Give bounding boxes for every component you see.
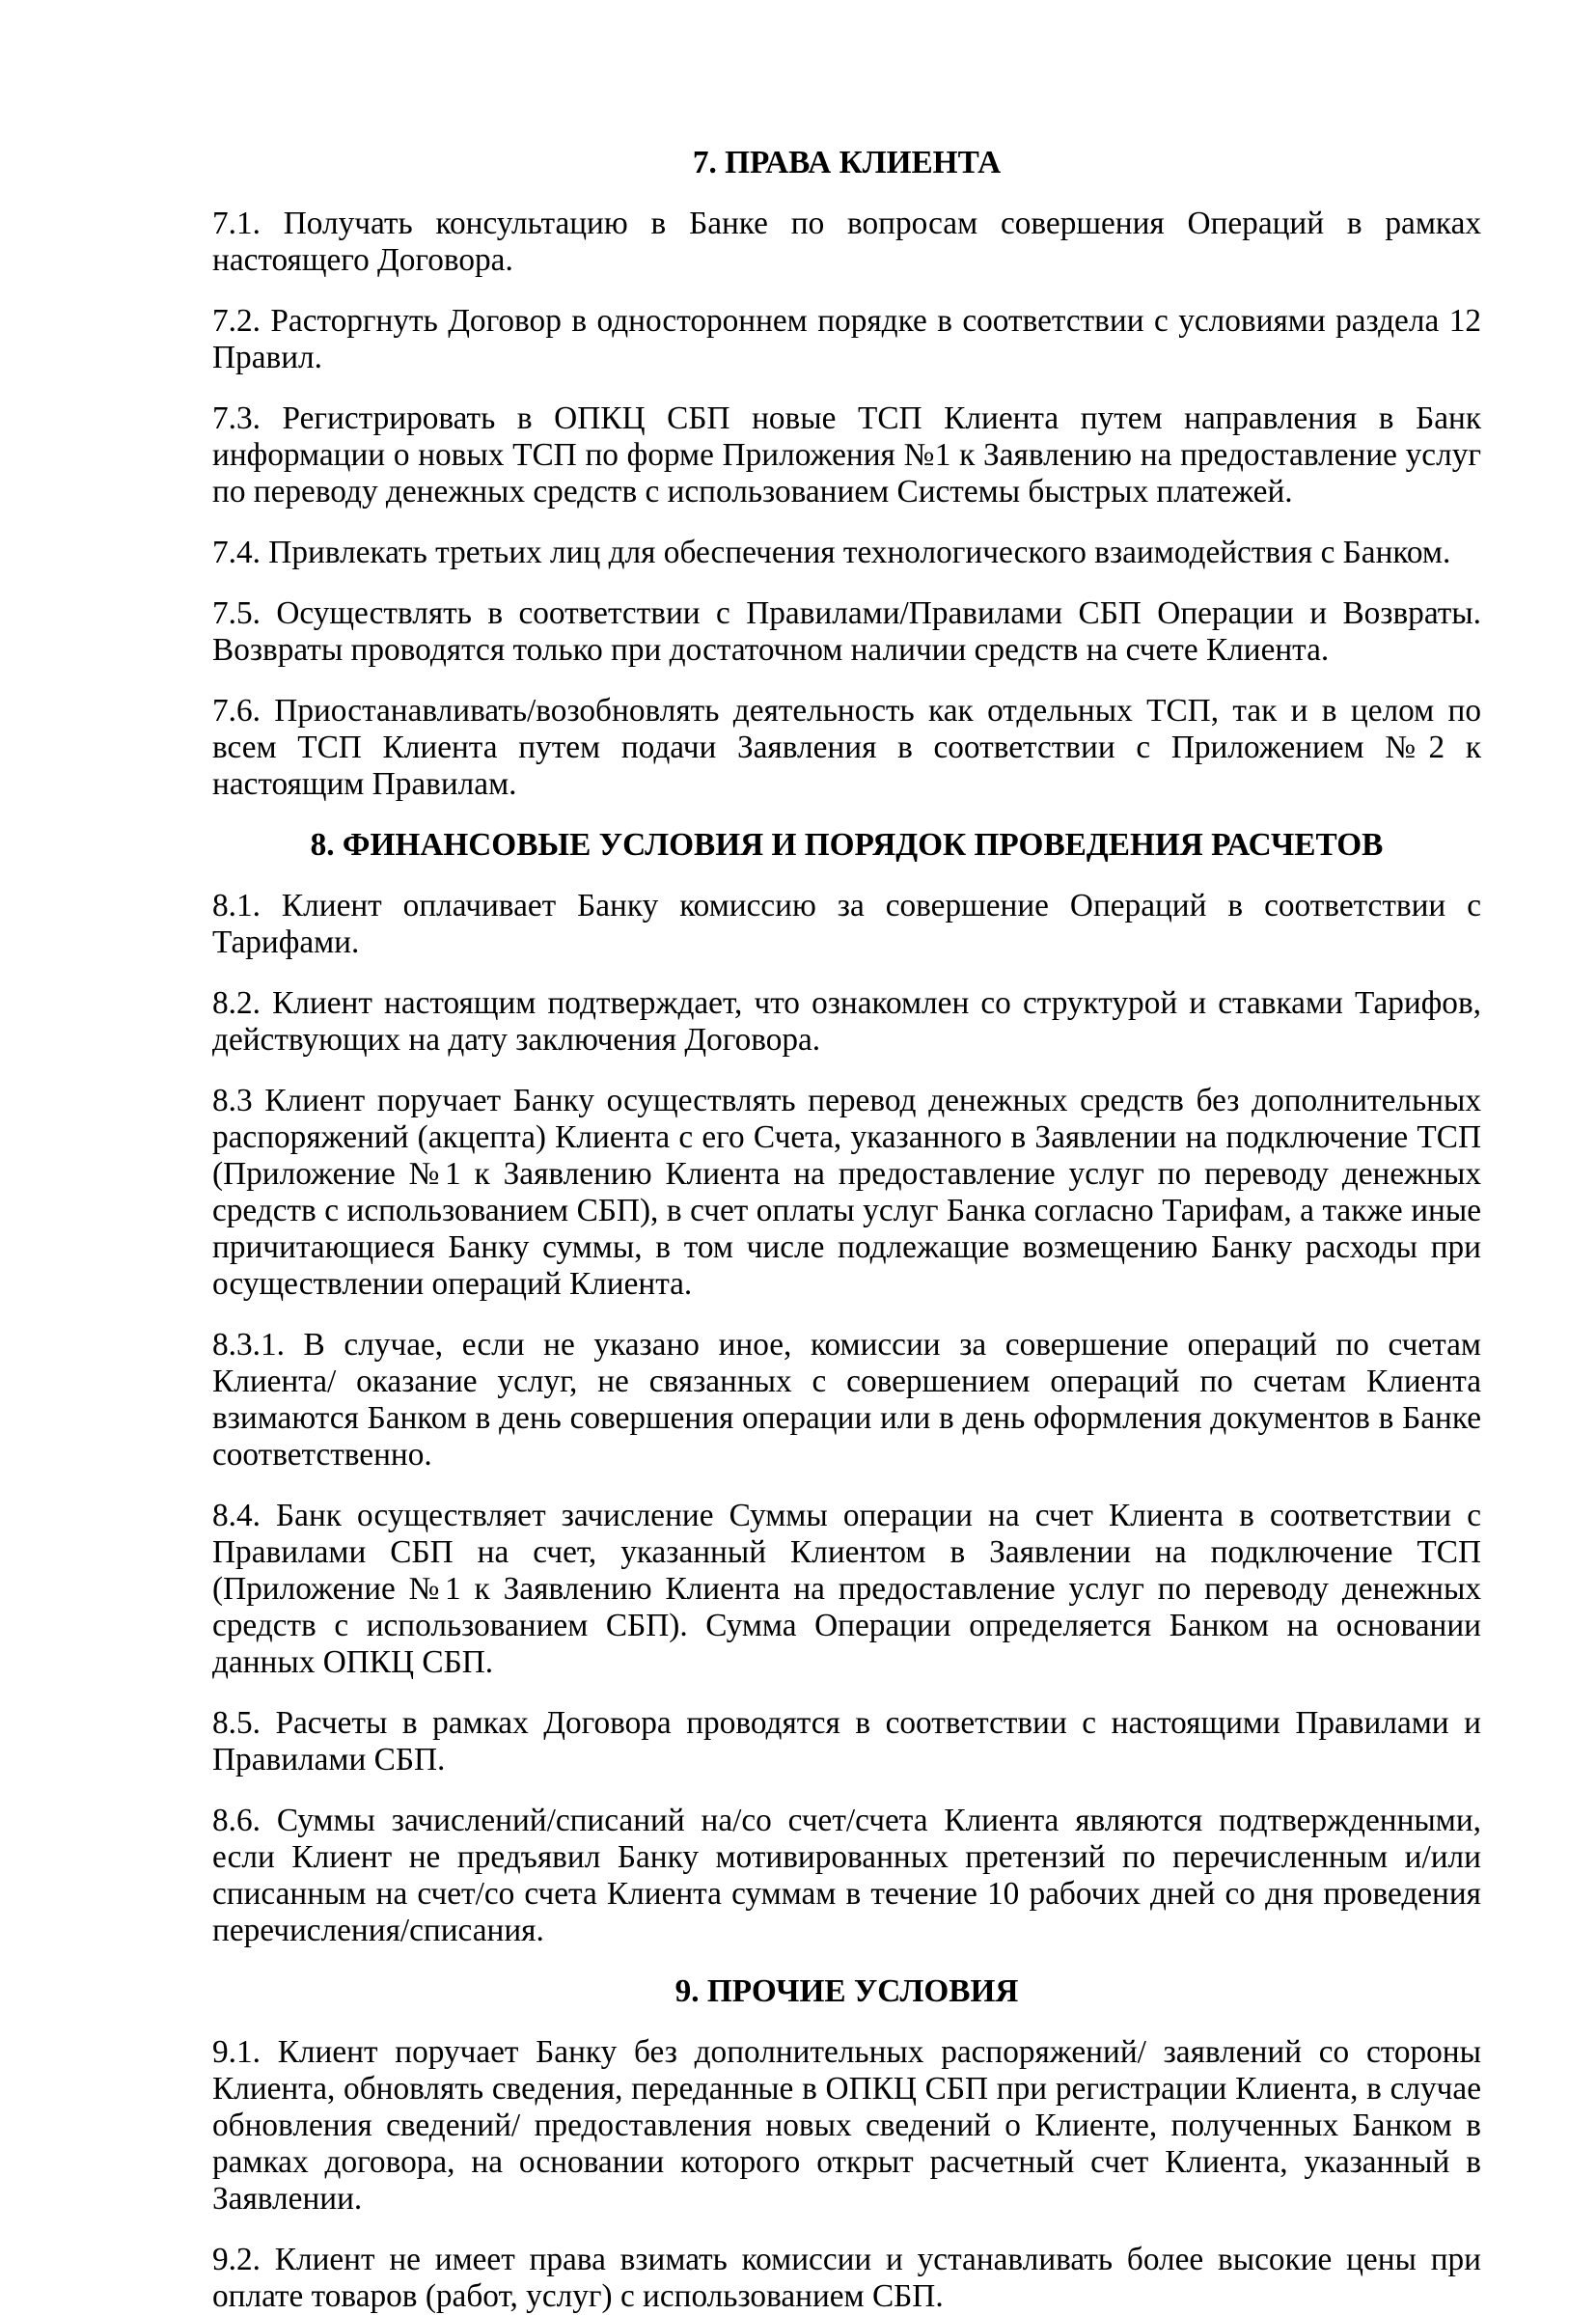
clause-7-4: 7.4. Привлекать третьих лиц для обеспечения технологического взаимодействия с Банком. [212, 535, 1451, 570]
clause-9-2: 9.2. Клиент не имеет права взимать комиссии и устанавливать более высокие цены при оплате товаров (работ, услуг) с использованием СБП. [212, 2242, 1481, 2314]
clause-8-6: 8.6. Суммы зачислений/списаний на/со счет/счета Клиента являются подтвержденными, если Клиент не предъявил Банку мотивированных претензий по перечисленным и/или списанным на счет/со счета Клиента суммам в течение 10 рабочих дней со дня проведения перечисления/списания. [212, 1803, 1481, 1948]
clause-7-3: 7.3. Регистрировать в ОПКЦ СБП новые ТСП Клиента путем направления в Банк информации о новых ТСП по форме Приложения №1 к Заявлению на предоставление услуг по переводу денежных средств с использованием Системы быстрых платежей. [212, 400, 1481, 510]
clause-8-5: 8.5. Расчеты в рамках Договора проводятся в соответствии с настоящими Правилами и Правилами СБП. [212, 1705, 1481, 1778]
clause-8-4: 8.4. Банк осуществляет зачисление Суммы операции на счет Клиента в соответствии с Правилами СБП на счет, указанный Клиентом в Заявлении на подключение ТСП (Приложение №1 к Заявлению Клиента на предоставление услуг по переводу денежных средств с использованием СБП). Сумма Операции определяется Банком на основании данных ОПКЦ СБП. [212, 1498, 1481, 1680]
clause-7-5: 7.5. Осуществлять в соответствии с Правилами/Правилами СБП Операции и Возвраты. Возвраты проводятся только при достаточном наличии средств на счете Клиента. [212, 595, 1481, 668]
clause-8-2: 8.2. Клиент настоящим подтверждает, что ознакомлен со структурой и ставками Тарифов, действующих на дату заключения Договора. [212, 985, 1481, 1058]
clause-7-1: 7.1. Получать консультацию в Банке по вопросам совершения Операций в рамках настоящего Договора. [212, 206, 1481, 278]
section-heading-7: 7. ПРАВА КЛИЕНТА [692, 145, 1002, 180]
clause-8-1: 8.1. Клиент оплачивает Банку комиссию за совершение Операций в соответствии с Тарифами. [212, 888, 1481, 960]
clause-9-1: 9.1. Клиент поручает Банку без дополнительных распоряжений/ заявлений со стороны Клиента, обновлять сведения, переданные в ОПКЦ СБП при регистрации Клиента, в случае обновления сведений/ предоставления новых сведений о Клиенте, полученных Банком в рамках договора, на основании которого открыт расчетный счет Клиента, указанный в Заявлении. [212, 2034, 1481, 2217]
clause-8-3: 8.3 Клиент поручает Банку осуществлять перевод денежных средств без дополнительных распоряжений (акцепта) Клиента с его Счета, указанного в Заявлении на подключение ТСП (Приложение №1 к Заявлению Клиента на предоставление услуг по переводу денежных средств с использованием СБП), в счет оплаты услуг Банка согласно Тарифам, а также иные причитающиеся Банку суммы, в том числе подлежащие возмещению Банку расходы при осуществлении операций Клиента. [212, 1083, 1481, 1302]
clause-7-6: 7.6. Приостанавливать/возобновлять деятельность как отдельных ТСП, так и в целом по всем ТСП Клиента путем подачи Заявления в соответствии с Приложением №2 к настоящим Правилам. [212, 693, 1481, 802]
section-heading-8: 8. ФИНАНСОВЫЕ УСЛОВИЯ И ПОРЯДОК ПРОВЕДЕНИЯ РАСЧЕТОВ [310, 827, 1384, 863]
clause-7-2: 7.2. Расторгнуть Договор в одностороннем порядке в соответствии с условиями раздела 12 Правил. [212, 303, 1481, 375]
section-heading-9: 9. ПРОЧИЕ УСЛОВИЯ [674, 1973, 1019, 2009]
clause-8-3-1: 8.3.1. В случае, если не указано иное, комиссии за совершение операций по счетам Клиента/ оказание услуг, не связанных с совершением операций по счетам Клиента взимаются Банком в день совершения операции или в день оформления документов в Банке соответственно. [212, 1327, 1481, 1473]
